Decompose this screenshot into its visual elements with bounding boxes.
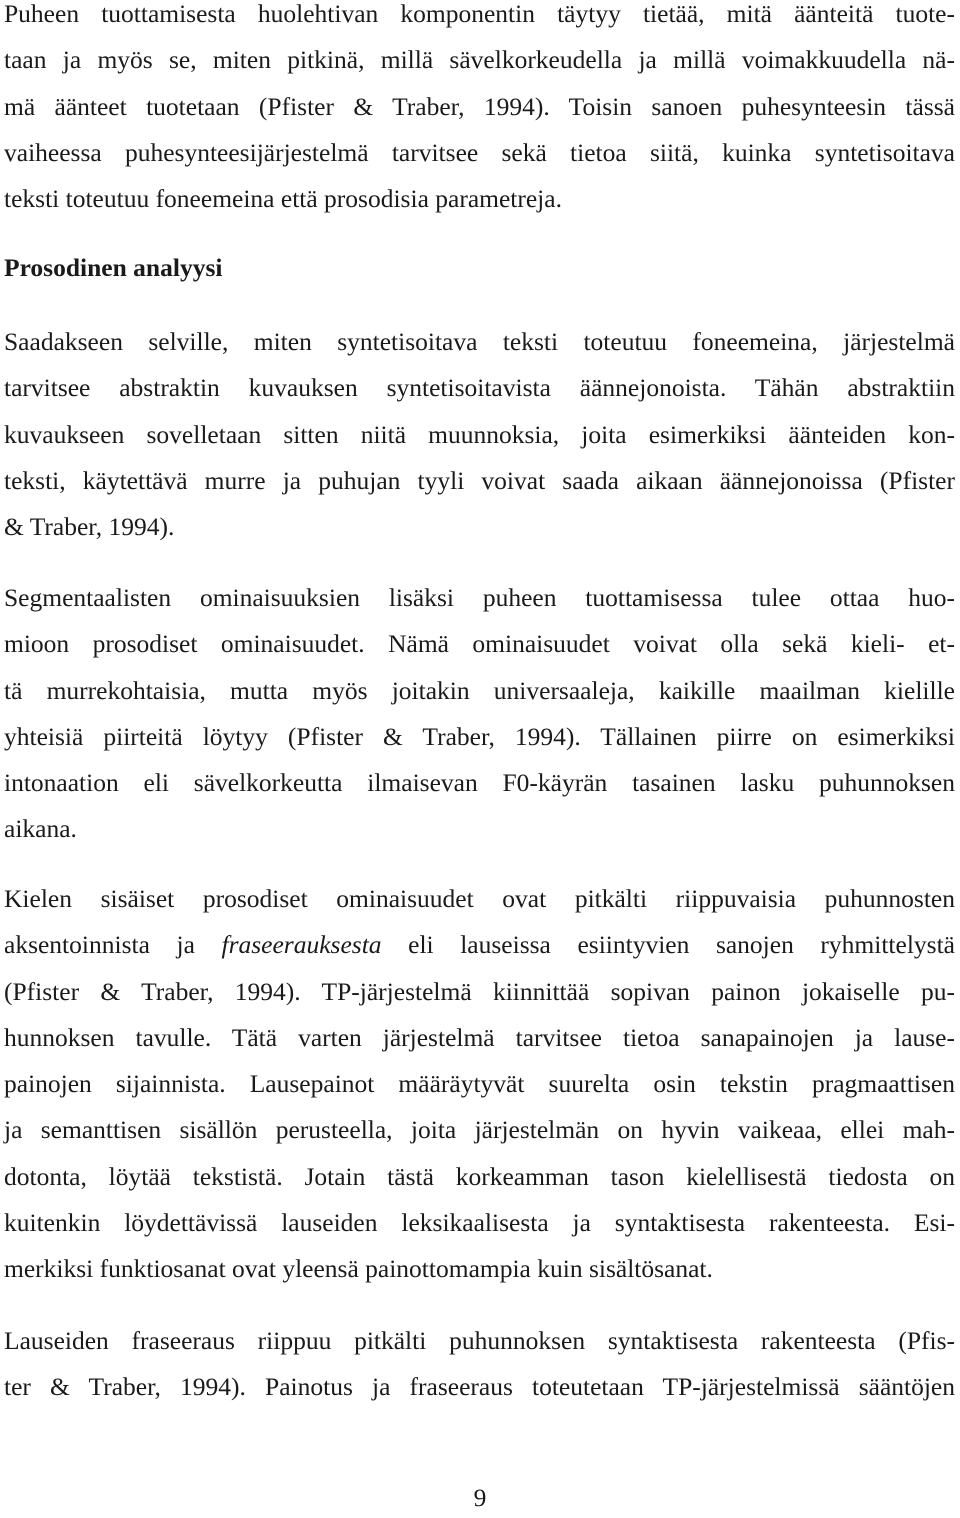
- paragraph-line: tarvitsee abstraktin kuvauksen syntetisoitavista äännejonoista. Tähän abstraktiin: [4, 373, 955, 403]
- paragraph-line: teksti, käytettävä murre ja puhujan tyyli voivat saada aikaan äännejonoissa (Pfister: [4, 465, 955, 495]
- paragraph-text: aksentoinnista ja: [4, 930, 222, 960]
- paragraph-line: mioon prosodiset ominaisuudet. Nämä ominaisuudet voivat olla sekä kieli- et-: [4, 629, 955, 659]
- paragraph-line: Segmentaalisten ominaisuuksien lisäksi puheen tuottamisessa tulee ottaa huo-: [4, 583, 955, 612]
- paragraph-line: intonaation eli sävelkorkeutta ilmaisevan F0-käyrän tasainen lasku puhunnoksen: [4, 768, 955, 798]
- paragraph-line: hunnoksen tavulle. Tätä varten järjestelmä tarvitsee tietoa sanapainojen ja lause-: [4, 1022, 955, 1052]
- paragraph-line: taan ja myös se, miten pitkinä, millä sävelkorkeudella ja millä voimakkuudella nä-: [4, 45, 955, 75]
- paragraph-4: [4, 876, 955, 1293]
- section-heading: Prosodinen analyysi: [4, 253, 223, 282]
- paragraph-line: Saadakseen selville, miten syntetisoitava teksti toteutuu foneemeina, järjestelmä: [4, 327, 955, 356]
- paragraph-1: [4, 0, 955, 222]
- paragraph-line: Puheen tuottamisesta huolehtivan komponentin täytyy tietää, mitä äänteitä tuote-: [4, 0, 955, 28]
- paragraph-line: & Traber, 1994).: [4, 512, 175, 542]
- paragraph-line: yhteisiä piirteitä löytyy (Pfister & Traber, 1994). Tällainen piirre on esimerkiksi: [4, 721, 955, 751]
- paragraph-5: [4, 1318, 955, 1411]
- paragraph-line: ter & Traber, 1994). Painotus ja fraseeraus toteutetaan TP-järjestelmissä sääntöjen: [4, 1372, 955, 1402]
- paragraph-3: [4, 575, 955, 853]
- page-number: 9: [473, 1483, 487, 1512]
- paragraph-2: [4, 319, 955, 550]
- paragraph-line: mä äänteet tuotetaan (Pfister & Traber, 1994). Toisin sanoen puhesynteesin tässä: [4, 91, 955, 121]
- paragraph-line: ja semanttisen sisällön perusteella, joita järjestelmän on hyvin vaikeaa, ellei mah-: [4, 1115, 955, 1145]
- paragraph-line: (Pfister & Traber, 1994). TP-järjestelmä kiinnittää sopivan painon jokaiselle pu-: [4, 976, 955, 1006]
- paragraph-line: teksti toteutuu foneemeina että prosodisia parametreja.: [4, 184, 562, 214]
- paragraph-line-with-emphasis: [4, 922, 955, 968]
- paragraph-line: dotonta, löytää tekstistä. Jotain tästä korkeamman tason kielellisestä tiedosta on: [4, 1161, 955, 1191]
- paragraph-line: Lauseiden fraseeraus riippuu pitkälti puhunnoksen syntaktisesta rakenteesta (Pfis-: [4, 1326, 955, 1355]
- paragraph-line: Kielen sisäiset prosodiset ominaisuudet ovat pitkälti riippuvaisia puhunnosten: [4, 884, 955, 913]
- paragraph-line: merkiksi funktiosanat ovat yleensä painottomampia kuin sisältösanat.: [4, 1254, 713, 1284]
- paragraph-text: eli lauseissa esiintyvien sanojen ryhmittelystä: [381, 930, 955, 960]
- emphasized-term: fraseerauksesta: [221, 930, 382, 960]
- paragraph-line: kuvaukseen sovelletaan sitten niitä muunnoksia, joita esimerkiksi äänteiden kon-: [4, 419, 955, 449]
- paragraph-line: vaiheessa puhesynteesijärjestelmä tarvitsee sekä tietoa siitä, kuinka syntetisoitava: [4, 137, 955, 167]
- paragraph-line: tä murrekohtaisia, mutta myös joitakin universaaleja, kaikille maailman kielille: [4, 675, 955, 705]
- paragraph-line: aikana.: [4, 814, 77, 844]
- paragraph-line: painojen sijainnista. Lausepainot määräytyvät suurelta osin tekstin pragmaattisen: [4, 1069, 955, 1099]
- paragraph-line: kuitenkin löydettävissä lauseiden leksikaalisesta ja syntaktisesta rakenteesta. Esi-: [4, 1208, 955, 1238]
